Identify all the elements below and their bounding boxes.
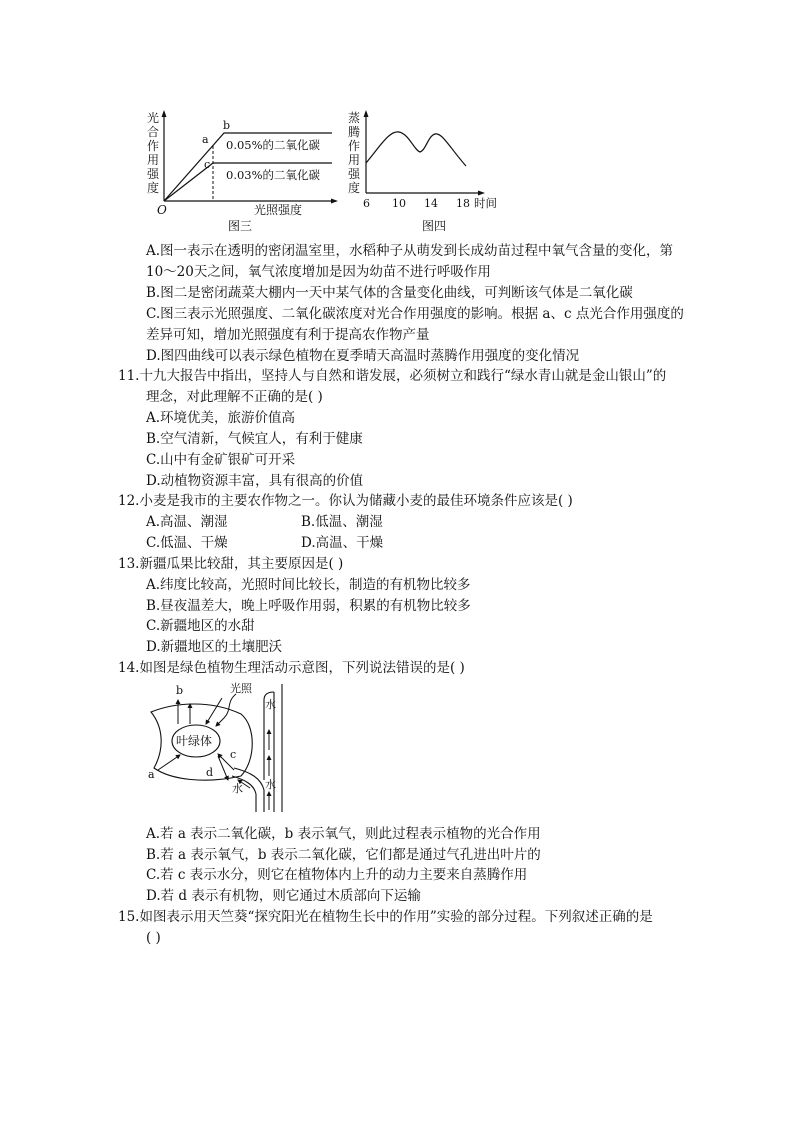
q10-option-c-line1: C.图三表示光照强度、二氧化碳浓度对光合作用强度的影响。根据 a、c 点光合作用强度的: [146, 306, 684, 322]
q14-option-d: D.若 d 表示有机物，则它通过木质部向下运输: [146, 888, 421, 904]
fig4-caption: 图四: [422, 219, 447, 233]
q14-stem: 14.如图是绿色植物生理活动示意图，下列说法错误的是( ): [118, 660, 465, 676]
q11-option-b: B.空气清新，气候宜人，有利于健康: [146, 431, 363, 447]
fig4-tick: 10: [392, 197, 406, 210]
fig4-tick: 6: [363, 197, 370, 210]
fig3-upper-label: 0.05%的二氧化碳: [226, 138, 321, 152]
q12-option-d: D.高温、干燥: [301, 535, 384, 551]
arrow-light: [206, 698, 222, 724]
q10-option-a-line1: A.图一表示在透明的密闭温室里，水稻种子从萌发到长成幼苗过程中氧气含量的变化，第: [146, 243, 674, 259]
fig4-ylabel: 蒸 腾 作 用 强 度: [348, 111, 361, 195]
label-b: b: [176, 684, 184, 697]
q11-stem-line1: 11.十九大报告中指出，坚持人与自然和谐发展，必须树立和践行“绿水青山就是金山银山”的: [118, 368, 667, 384]
light-label: 光照: [230, 682, 252, 695]
fig3-point-a: a: [202, 133, 209, 146]
fig3-caption: 图三: [228, 219, 253, 233]
q14-option-b: B.若 a 表示氧气，b 表示二氧化碳，它们都是通过气孔进出叶片的: [146, 847, 541, 863]
q12-option-a: A.高温、潮湿: [146, 514, 228, 530]
q14-option-a: A.若 a 表示二氧化碳，b 表示氧气，则此过程表示植物的光合作用: [146, 826, 541, 842]
q10-option-a-line2: 10～20天之间，氧气浓度增加是因为幼苗不进行呼吸作用: [146, 264, 491, 280]
fig4-xlabel: 时间: [474, 196, 497, 210]
q15-stem-line1: 15.如图表示用天竺葵“探究阳光在植物生长中的作用”实验的部分过程。下列叙述正确的是: [118, 909, 653, 925]
q11-stem-line2: 理念，对此理解不正确的是( ): [146, 389, 323, 405]
label-a: a: [148, 768, 155, 781]
q11-option-a: A.环境优美，旅游价值高: [146, 410, 296, 426]
q15-stem-line2: ( ): [146, 930, 161, 946]
fig4-curve: [366, 132, 466, 166]
fig3-point-c: c: [204, 158, 211, 171]
q12-stem: 12.小麦是我市的主要农作物之一。你认为储藏小麦的最佳环境条件应该是( ): [118, 493, 573, 509]
q10-option-b: B.图二是密闭蔬菜大棚内一天中某气体的含量变化曲线，可判断该气体是二氧化碳: [146, 285, 633, 301]
q13-option-c: C.新疆地区的水甜: [146, 618, 255, 634]
fig3-xlabel: 光照强度: [254, 203, 303, 217]
label-d: d: [206, 766, 214, 779]
water-label-leaf: 水: [232, 782, 243, 795]
q13-option-a: A.纬度比较高，光照时间比较长，制造的有机物比较多: [146, 577, 471, 593]
arrow-a: [158, 755, 180, 770]
fig3-ylabel-char: 光: [147, 111, 160, 125]
label-c: c: [230, 748, 237, 761]
fig3-lower-label: 0.03%的二氧化碳: [226, 168, 321, 182]
q14-option-c: C.若 c 表示水分，则它在植物体内上升的动力主要来自蒸腾作用: [146, 867, 528, 883]
figure-4-chart: [344, 108, 504, 233]
q10-option-d: D.图四曲线可以表示绿色植物在夏季晴天高温时蒸腾作用强度的变化情况: [146, 348, 580, 364]
q12-option-b: B.低温、潮湿: [301, 514, 383, 530]
q13-option-d: D.新疆地区的土壤肥沃: [146, 639, 283, 655]
chloroplast-label: 叶绿体: [176, 734, 213, 748]
fig4-tick: 18: [456, 197, 470, 210]
water-label-stem: 水: [265, 778, 276, 791]
q10-option-c-line2: 差异可知，增加光照强度有利于提高农作物产量: [146, 327, 430, 343]
fig4-tick: 14: [424, 197, 438, 210]
fig3-point-b: b: [223, 119, 231, 132]
q11-option-d: D.动植物资源丰富，具有很高的价值: [146, 473, 364, 489]
q11-option-c: C.山中有金矿银矿可开采: [146, 452, 296, 468]
q13-stem: 13.新疆瓜果比较甜，其主要原因是( ): [118, 556, 344, 572]
fig3-ylabel: 光 合 作 用 强 度: [147, 111, 160, 195]
figure-14-diagram: [146, 680, 296, 818]
q12-option-c: C.低温、干燥: [146, 535, 228, 551]
fig3-origin: O: [157, 203, 167, 217]
figure-3-chart: [140, 108, 340, 233]
water-label-top: 水: [265, 698, 276, 711]
q13-option-b: B.昼夜温差大，晚上呼吸作用弱，积累的有机物比较多: [146, 598, 471, 614]
